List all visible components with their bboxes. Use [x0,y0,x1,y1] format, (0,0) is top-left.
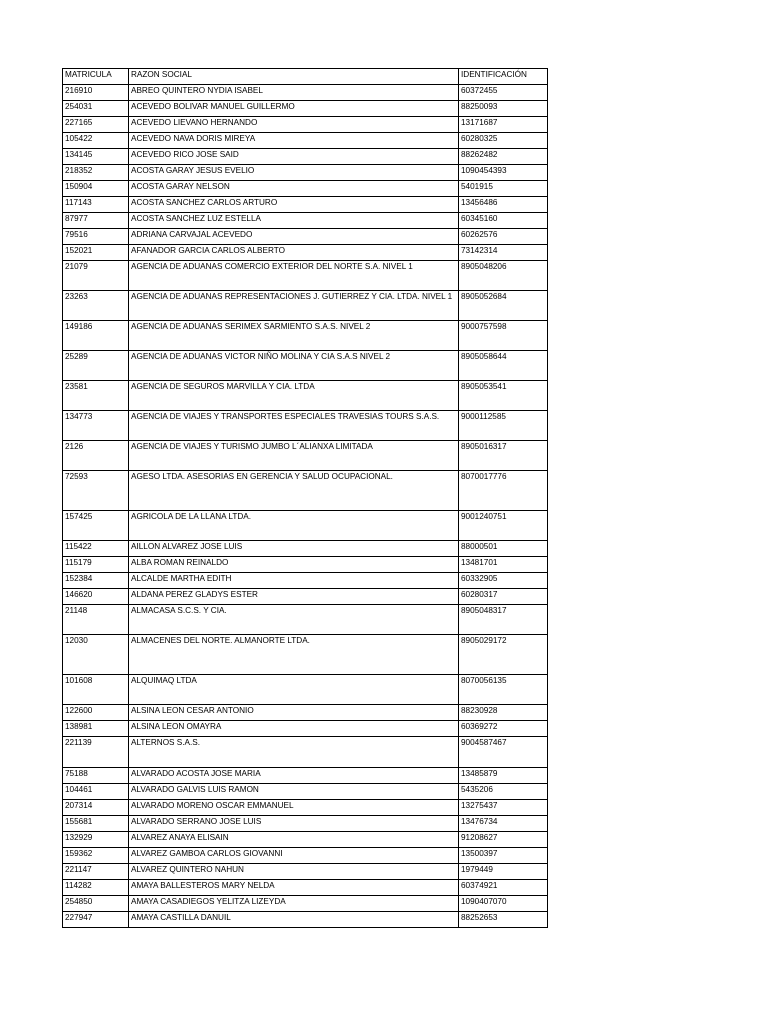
razon-social-cell: ACOSTA GARAY JESUS EVELIO [129,165,459,181]
razon-social-cell: AFANADOR GARCIA CARLOS ALBERTO [129,245,459,261]
header-matricula: MATRICULA [63,69,129,85]
identificacion-cell: 9001240751 [459,511,548,541]
matricula-cell: 146620 [63,589,129,605]
table-row [63,229,548,245]
table-row [63,635,548,675]
razon-social-cell: ALSINA LEON CESAR ANTONIO [129,705,459,721]
razon-social-cell: ALMACENES DEL NORTE. ALMANORTE LTDA. [129,635,459,675]
identificacion-cell: 13476734 [459,816,548,832]
matricula-cell: 101608 [63,675,129,705]
matricula-cell: 12030 [63,635,129,675]
matricula-cell: 132929 [63,832,129,848]
identificacion-cell: 13481701 [459,557,548,573]
table-row [63,557,548,573]
table-row [63,816,548,832]
razon-social-cell: ALVAREZ ANAYA ELISAIN [129,832,459,848]
razon-social-cell: ABREO QUINTERO NYDIA ISABEL [129,85,459,101]
matricula-cell: 152021 [63,245,129,261]
razon-social-cell: ALVARADO SERRANO JOSE LUIS [129,816,459,832]
razon-social-cell: AMAYA BALLESTEROS MARY NELDA [129,880,459,896]
table-row [63,541,548,557]
razon-social-cell: ALDANA PEREZ GLADYS ESTER [129,589,459,605]
matricula-cell: 23263 [63,291,129,321]
table-row [63,800,548,816]
table-row [63,721,548,737]
matricula-cell: 159362 [63,848,129,864]
identificacion-cell: 13171687 [459,117,548,133]
razon-social-cell: ALVAREZ GAMBOA CARLOS GIOVANNI [129,848,459,864]
razon-social-cell: ADRIANA CARVAJAL ACEVEDO [129,229,459,245]
razon-social-cell: ACOSTA GARAY NELSON [129,181,459,197]
table-row [63,261,548,291]
matricula-cell: 155681 [63,816,129,832]
matricula-cell: 207314 [63,800,129,816]
identificacion-cell: 88000501 [459,541,548,557]
identificacion-cell: 8905048317 [459,605,548,635]
table-row [63,411,548,441]
identificacion-cell: 60332905 [459,573,548,589]
table-row [63,848,548,864]
matricula-cell: 152384 [63,573,129,589]
razon-social-cell: ACEVEDO LIEVANO HERNANDO [129,117,459,133]
identificacion-cell: 73142314 [459,245,548,261]
matricula-cell: 75188 [63,768,129,784]
razon-social-cell: AGENCIA DE VIAJES Y TURISMO JUMBO L´ALIANXA LIMITADA [129,441,459,471]
identificacion-cell: 8905048206 [459,261,548,291]
identificacion-cell: 88262482 [459,149,548,165]
table-row [63,864,548,880]
matricula-cell: 134145 [63,149,129,165]
razon-social-cell: ALMACASA S.C.S. Y CIA. [129,605,459,635]
table-row [63,768,548,784]
matricula-cell: 149186 [63,321,129,351]
matricula-cell: 150904 [63,181,129,197]
matricula-cell: 2126 [63,441,129,471]
table-row [63,832,548,848]
identificacion-cell: 8070017776 [459,471,548,511]
razon-social-cell: ACOSTA SANCHEZ CARLOS ARTURO [129,197,459,213]
identificacion-cell: 60262576 [459,229,548,245]
table-row [63,605,548,635]
header-row [63,69,548,85]
razon-social-cell: ALVARADO GALVIS LUIS RAMON [129,784,459,800]
razon-social-cell: AMAYA CASADIEGOS YELITZA LIZEYDA [129,896,459,912]
identificacion-cell: 60369272 [459,721,548,737]
matricula-cell: 117143 [63,197,129,213]
matricula-cell: 221139 [63,737,129,768]
identificacion-cell: 13500397 [459,848,548,864]
razon-social-cell: AGENCIA DE ADUANAS REPRESENTACIONES J. GUTIERREZ Y CIA. LTDA. NIVEL 1 [129,291,459,321]
razon-social-cell: AGENCIA DE ADUANAS SERIMEX SARMIENTO S.A.S. NIVEL 2 [129,321,459,351]
razon-social-cell: AGENCIA DE VIAJES Y TRANSPORTES ESPECIALES TRAVESIAS TOURS S.A.S. [129,411,459,441]
identificacion-cell: 8070056135 [459,675,548,705]
table-row [63,896,548,912]
matricula-cell: 227165 [63,117,129,133]
identificacion-cell: 60374921 [459,880,548,896]
razon-social-cell: ALQUIMAQ LTDA [129,675,459,705]
identificacion-cell: 60280325 [459,133,548,149]
razon-social-cell: AGENCIA DE ADUANAS VICTOR NIÑO MOLINA Y CIA S.A.S NIVEL 2 [129,351,459,381]
identificacion-cell: 5401915 [459,181,548,197]
table-row [63,149,548,165]
table-row [63,101,548,117]
identificacion-cell: 60345160 [459,213,548,229]
table-row [63,573,548,589]
table-row [63,784,548,800]
matricula-cell: 157425 [63,511,129,541]
matricula-cell: 216910 [63,85,129,101]
razon-social-cell: ACEVEDO NAVA DORIS MIREYA [129,133,459,149]
matricula-cell: 114282 [63,880,129,896]
table-row [63,912,548,928]
identificacion-cell: 13485879 [459,768,548,784]
table-row [63,213,548,229]
matricula-cell: 218352 [63,165,129,181]
identificacion-cell: 88250093 [459,101,548,117]
header-razon-social: RAZON SOCIAL [129,69,459,85]
registry-table-body [63,69,548,928]
razon-social-cell: AGENCIA DE SEGUROS MARVILLA Y CIA. LTDA [129,381,459,411]
registry-table [62,68,548,928]
razon-social-cell: AILLON ALVAREZ JOSE LUIS [129,541,459,557]
table-row [63,181,548,197]
matricula-cell: 227947 [63,912,129,928]
identificacion-cell: 13275437 [459,800,548,816]
matricula-cell: 79516 [63,229,129,245]
matricula-cell: 105422 [63,133,129,149]
identificacion-cell: 60372455 [459,85,548,101]
razon-social-cell: ALVAREZ QUINTERO NAHUN [129,864,459,880]
table-row [63,351,548,381]
matricula-cell: 138981 [63,721,129,737]
table-row [63,133,548,149]
matricula-cell: 221147 [63,864,129,880]
razon-social-cell: AGESO LTDA. ASESORIAS EN GERENCIA Y SALUD OCUPACIONAL. [129,471,459,511]
matricula-cell: 25289 [63,351,129,381]
razon-social-cell: ALCALDE MARTHA EDITH [129,573,459,589]
identificacion-cell: 1090407070 [459,896,548,912]
razon-social-cell: AMAYA CASTILLA DANUIL [129,912,459,928]
identificacion-cell: 8905052684 [459,291,548,321]
identificacion-cell: 9004587467 [459,737,548,768]
table-row [63,737,548,768]
table-row [63,291,548,321]
identificacion-cell: 1090454393 [459,165,548,181]
matricula-cell: 134773 [63,411,129,441]
identificacion-cell: 5435206 [459,784,548,800]
matricula-cell: 23581 [63,381,129,411]
razon-social-cell: ALVARADO ACOSTA JOSE MARIA [129,768,459,784]
table-row [63,85,548,101]
matricula-cell: 254031 [63,101,129,117]
table-row [63,197,548,213]
razon-social-cell: AGRICOLA DE LA LLANA LTDA. [129,511,459,541]
table-row [63,321,548,351]
matricula-cell: 122600 [63,705,129,721]
matricula-cell: 104461 [63,784,129,800]
table-row [63,381,548,411]
table-row [63,675,548,705]
table-row [63,117,548,133]
table-row [63,471,548,511]
table-row [63,245,548,261]
razon-social-cell: ACOSTA SANCHEZ LUZ ESTELLA [129,213,459,229]
matricula-cell: 72593 [63,471,129,511]
razon-social-cell: ALBA ROMAN REINALDO [129,557,459,573]
razon-social-cell: ACEVEDO RICO JOSE SAID [129,149,459,165]
header-identificacion: IDENTIFICACIÓN [459,69,548,85]
identificacion-cell: 13456486 [459,197,548,213]
table-row [63,441,548,471]
identificacion-cell: 91208627 [459,832,548,848]
table-row [63,880,548,896]
identificacion-cell: 60280317 [459,589,548,605]
identificacion-cell: 8905058644 [459,351,548,381]
razon-social-cell: AGENCIA DE ADUANAS COMERCIO EXTERIOR DEL NORTE S.A. NIVEL 1 [129,261,459,291]
identificacion-cell: 8905053541 [459,381,548,411]
identificacion-cell: 9000112585 [459,411,548,441]
identificacion-cell: 1979449 [459,864,548,880]
razon-social-cell: ALVARADO MORENO OSCAR EMMANUEL [129,800,459,816]
razon-social-cell: ALTERNOS S.A.S. [129,737,459,768]
matricula-cell: 254850 [63,896,129,912]
razon-social-cell: ACEVEDO BOLIVAR MANUEL GUILLERMO [129,101,459,117]
matricula-cell: 115179 [63,557,129,573]
identificacion-cell: 88230928 [459,705,548,721]
matricula-cell: 21079 [63,261,129,291]
identificacion-cell: 88252653 [459,912,548,928]
table-row [63,589,548,605]
matricula-cell: 87977 [63,213,129,229]
identificacion-cell: 9000757598 [459,321,548,351]
matricula-cell: 115422 [63,541,129,557]
table-row [63,705,548,721]
razon-social-cell: ALSINA LEON OMAYRA [129,721,459,737]
identificacion-cell: 8905029172 [459,635,548,675]
table-row [63,165,548,181]
matricula-cell: 21148 [63,605,129,635]
table-row [63,511,548,541]
identificacion-cell: 8905016317 [459,441,548,471]
